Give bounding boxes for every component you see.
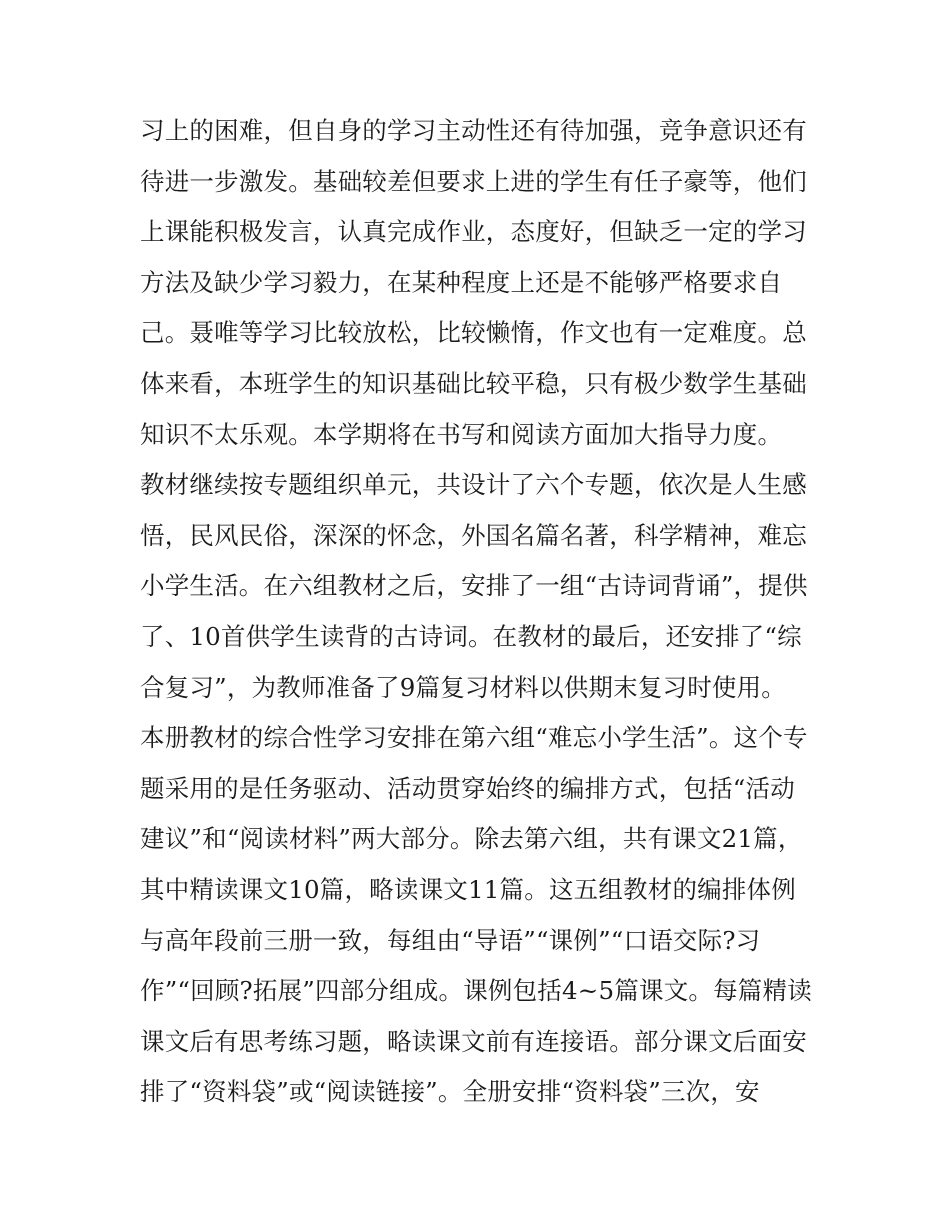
text-line: 悟，民风民俗，深深的怀念，外国名篇名著，科学精神，难忘 — [140, 520, 807, 550]
text-line: 教材继续按专题组织单元，共设计了六个专题，依次是人生感 — [140, 470, 807, 500]
text-line: 本册教材的综合性学习安排在第六组“难忘小学生活”。这个专 — [140, 723, 808, 753]
text-line: 习上的困难，但自身的学习主动性还有待加强，竞争意识还有 — [140, 116, 807, 145]
text-line: 其中精读课文10篇，略读课文11篇。这五组教材的编排体例 — [140, 874, 796, 904]
text-line: 作”“回顾?拓展”四部分组成。课例包括4~5篇课文。每篇精读 — [140, 976, 812, 1006]
text-line: 待进一步激发。基础较差但要求上进的学生有任子豪等，他们 — [140, 166, 807, 196]
text-line: 排了“资料袋”或“阅读链接”。全册安排“资料袋”三次，安 — [140, 1077, 760, 1107]
text-line: 了、10首供学生读背的古诗词。在教材的最后，还安排了“综 — [140, 621, 802, 651]
body-text — [140, 106, 830, 1118]
text-line: 体来看，本班学生的知识基础比较平稳，只有极少数学生基础 — [140, 368, 807, 398]
text-line: 上课能积极发言，认真完成作业，态度好，但缺乏一定的学习 — [140, 217, 807, 247]
text-line: 题采用的是任务驱动、活动贯穿始终的编排方式，包括“活动 — [140, 773, 795, 803]
text-line: 与高年段前三册一致，每组由“导语”“课例”“口语交际?习 — [140, 925, 761, 955]
text-line: 合复习”，为教师准备了9篇复习材料以供期末复习时使用。 — [140, 672, 787, 702]
text-line: 知识不太乐观。本学期将在书写和阅读方面加大指导力度。 — [140, 419, 783, 449]
text-line: 课文后有思考练习题，略读课文前有连接语。部分课文后面安 — [140, 1026, 807, 1056]
text-line: 方法及缺少学习毅力，在某种程度上还是不能够严格要求自 — [140, 267, 783, 297]
text-line: 己。聂唯等学习比较放松，比较懒惰，作文也有一定难度。总 — [140, 318, 807, 348]
text-line: 小学生活。在六组教材之后，安排了一组“古诗词背诵”，提供 — [140, 571, 808, 601]
text-line: 建议”和“阅读材料”两大部分。除去第六组，共有课文21篇， — [140, 824, 803, 854]
